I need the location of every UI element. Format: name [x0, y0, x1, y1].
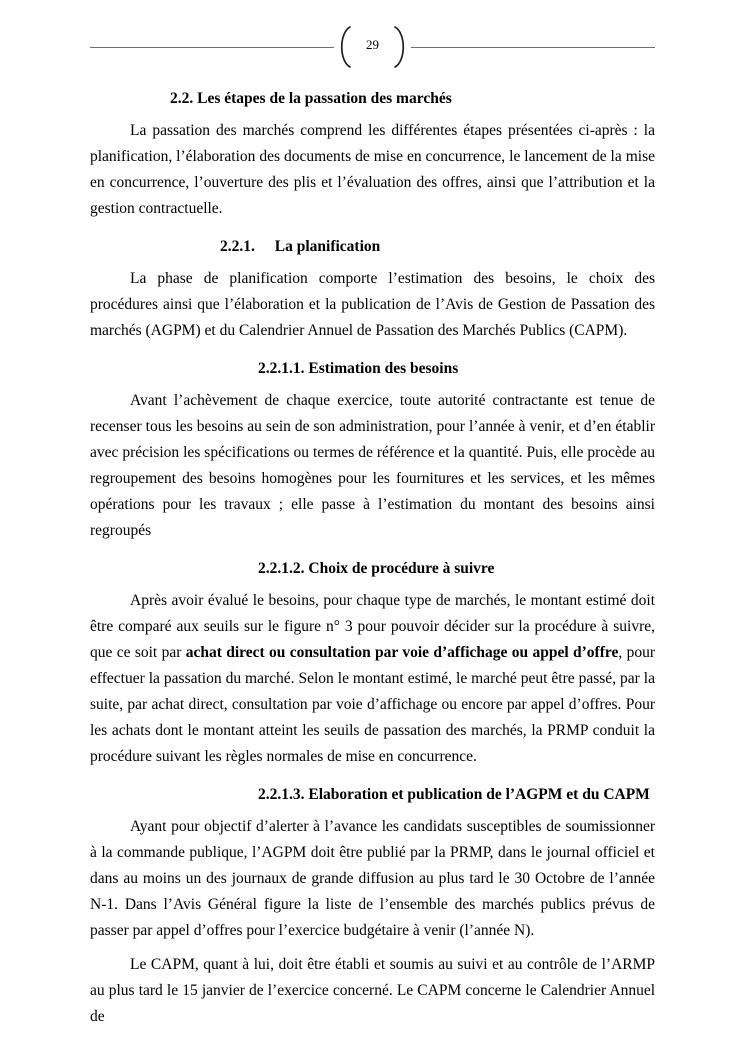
- paragraph-text-after-bold: , pour effectuer la passation du marché. Selon le montant estimé, le marché peut être passé, par la suite, par achat direct, consultation par voie d’affichage ou encore par appel d’offres. Pour les achats dont le montant atteint les seuils de passation des marchés, la PRMP conduit la procédure suivant les règles normales de mise en concurrence.: [90, 644, 655, 765]
- section-heading-2-2-1-2: 2.2.1.2. Choix de procédure à suivre: [258, 560, 495, 577]
- right-bracket-icon: [393, 26, 409, 68]
- left-bracket-icon: [336, 26, 352, 68]
- section-heading-2-2-1: [220, 238, 655, 256]
- page-number-header: [90, 26, 655, 68]
- paragraph-text-before-bold: Après avoir évalué le besoins, pour chaque type de marchés, le montant estimé doit être comparé aux seuils sur le figure n° 3 pour pouvoir décider sur la procédure à suivre, que ce soit par: [90, 592, 655, 661]
- section-heading-2-2: 2.2. Les étapes de la passation des marchés: [170, 90, 452, 107]
- section-heading-2-2-1-3: 2.2.1.3. Elaboration et publication de l’AGPM et du CAPM: [258, 786, 650, 803]
- paragraph-passation-overview: La passation des marchés comprend les différentes étapes présentées ci-après : la planification, l’élaboration des documents de mise en concurrence, le lancement de la mise en concurrence, l’ouverture des plis et l’évaluation des offres, ainsi que l’attribution et la gestion contractuelle.: [90, 122, 655, 217]
- paragraph-estimation-besoins: Avant l’achèvement de chaque exercice, toute autorité contractante est tenue de recenser tous les besoins au sein de son administration, pour l’année à venir, et d’en établir avec précision les spécifications ou termes de référence et la quantité. Puis, elle procède au regroupement des besoins homogènes pour les fournitures et les services, et les mêmes opérations pour les travaux ; elle passe à l’estimation du montant des besoins ainsi regroupés: [90, 392, 655, 539]
- section-heading-2-2-1-1: 2.2.1.1. Estimation des besoins: [258, 360, 459, 377]
- paragraph-planification: La phase de planification comporte l’estimation des besoins, le choix des procédures ainsi que l’élaboration et la publication de l’Avis de Gestion de Passation des marchés (AGPM) et du Calendrier Annuel de Passation des Marchés Publics (CAPM).: [90, 270, 655, 339]
- page-number: 29: [366, 36, 379, 52]
- paragraph-bold-segment: achat direct ou consultation par voie d’affichage ou appel d’offre: [185, 644, 619, 661]
- heading-number: 2.2.1.: [220, 238, 255, 255]
- paragraph-agpm-publication: Ayant pour objectif d’alerter à l’avance les candidats susceptibles de soumissionner à la commande publique, l’AGPM doit être publié par la PRMP, dans le journal officiel et dans au moins un des journaux de grande diffusion au plus tard le 30 Octobre de l’année N-1. Dans l’Avis Général figure la liste de l’ensemble des marchés publics prévus de passer par appel d’offres pour l’exercice budgétaire à venir (l’année N).: [90, 818, 655, 939]
- paragraph-capm: Le CAPM, quant à lui, doit être établi et soumis au suivi et au contrôle de l’ARMP au plus tard le 15 janvier de l’exercice concerné. Le CAPM concerne le Calendrier Annuel de: [90, 956, 655, 1025]
- header-rule-left: [90, 47, 334, 48]
- header-rule-right: [411, 47, 655, 48]
- heading-label: La planification: [274, 238, 381, 255]
- paragraph-choix-procedure: [90, 588, 655, 770]
